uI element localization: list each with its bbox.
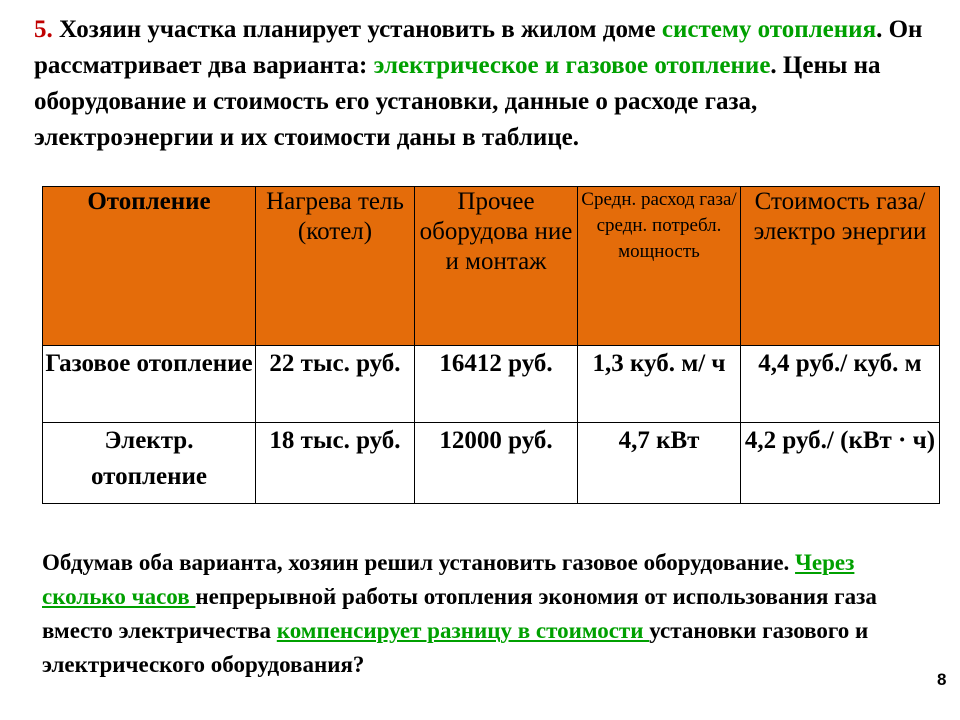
cell-energy-cost: 4,2 руб./ (кВт · ч) xyxy=(741,423,940,504)
cell-other-equipment: 12000 руб. xyxy=(415,423,578,504)
highlight-heating-system: систему отопления xyxy=(661,16,877,43)
table-row xyxy=(43,423,940,504)
heating-comparison-table xyxy=(42,186,940,504)
cell-type: Электр. отопление xyxy=(43,423,256,504)
cell-consumption: 4,7 кВт xyxy=(578,423,741,504)
question-text-2: непрерывной работы отопления экономия от использования газа вместо электричества xyxy=(42,584,877,643)
cell-energy-cost: 4,4 руб./ куб. м xyxy=(741,346,940,423)
question-text xyxy=(42,546,922,682)
cell-boiler: 18 тыс. руб. xyxy=(256,423,415,504)
header-consumption: Средн. расход газа/ средн. потребл. мощность xyxy=(578,187,741,346)
highlight-how-many-hours[interactable]: Через сколько часов xyxy=(42,550,855,609)
highlight-compensates-difference[interactable]: компенсирует разницу в стоимости xyxy=(276,618,650,643)
cell-other-equipment: 16412 руб. xyxy=(415,346,578,423)
question-text-1: Обдумав оба варианта, хозяин решил установить газовое оборудование. xyxy=(42,550,796,575)
problem-text-3: . Цены на оборудование и стоимость его установки, данные о расходе газа, электроэнергии и их стоимости даны в таблице. xyxy=(34,52,881,151)
table-header-row xyxy=(43,187,940,346)
header-energy-cost: Стоимость газа/ электро энергии xyxy=(741,187,940,346)
header-boiler: Нагрева тель (котел) xyxy=(256,187,415,346)
cell-type: Газовое отопление xyxy=(43,346,256,423)
cell-boiler: 22 тыс. руб. xyxy=(256,346,415,423)
page-number: 8 xyxy=(937,670,947,689)
problem-text-2: . Он рассматривает два варианта: xyxy=(34,16,923,79)
table-row xyxy=(43,346,940,423)
header-heating: Отопление xyxy=(43,187,256,346)
problem-statement xyxy=(34,12,934,156)
highlight-heating-options: электрическое и газовое отопление xyxy=(373,52,771,79)
question-text-3: установки газового и электрического оборудования? xyxy=(42,618,869,677)
header-other-equipment: Прочее оборудова ние и монтаж xyxy=(415,187,578,346)
problem-text-1: Хозяин участка планирует установить в жилом доме xyxy=(52,16,662,43)
problem-number: 5. xyxy=(34,16,53,43)
cell-consumption: 1,3 куб. м/ ч xyxy=(578,346,741,423)
